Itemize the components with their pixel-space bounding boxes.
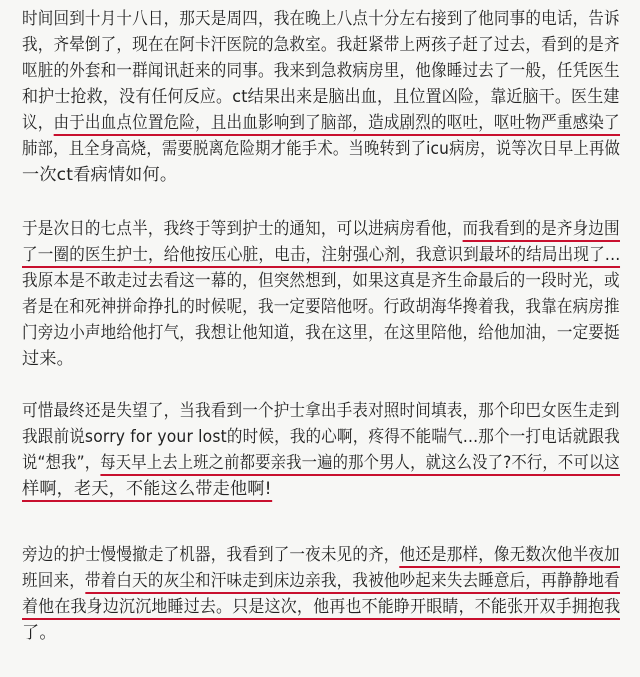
text-line — [22, 162, 620, 188]
text-segment: 于是次日的七点半，我终于等到护士的通知，可以进病房看他， — [22, 219, 463, 239]
text-segment: 了。 — [22, 623, 57, 643]
text-segment: 议， — [22, 113, 54, 133]
text-segment: 时间回到十月十八日，那天是周四，我在晚上八点十分左右接到了他同事的电话，告诉 — [22, 9, 620, 29]
text-line — [22, 346, 620, 372]
text-segment: 可惜最终还是失望了，当我看到一个护士拿出手表对照时间填表，那个印巴女医生走到 — [22, 401, 620, 421]
underlined-text: 而我看到的是齐身边围 — [462, 219, 619, 242]
text-segment: 班回来， — [22, 571, 85, 591]
text-line — [22, 620, 620, 646]
text-line — [22, 216, 620, 242]
text-segment: 说“想我”， — [22, 453, 101, 473]
text-segment: 过来。 — [22, 349, 74, 369]
text-line — [22, 398, 620, 424]
text-segment: 我，齐晕倒了，现在在阿卡汗医院的急救室。我赶紧带上两孩子赶了过去，看到的是齐 — [22, 35, 620, 55]
underlined-text: 每天早上去上班之前都要亲我一遍的那个男人，就这么没了?不行，不可以这 — [100, 453, 620, 476]
text-line — [22, 568, 620, 594]
text-line — [22, 450, 620, 476]
text-line — [22, 110, 620, 136]
text-line — [22, 320, 620, 346]
text-line — [22, 594, 621, 620]
text-line — [22, 542, 620, 568]
text-segment: 门旁边小声地给他打气，我想让他知道，我在这里，在这里陪他，给他加油，一定要挺 — [22, 323, 620, 343]
text-segment: 者是在和死神拼命挣扎的时候呢，我一定要陪他呀。行政胡海华搀着我，我靠在病房推 — [22, 297, 620, 317]
text-line — [22, 32, 620, 58]
text-line — [22, 424, 620, 450]
text-segment: 一次ct看病情如何。 — [22, 165, 178, 185]
text-line — [22, 294, 620, 320]
text-line — [22, 268, 620, 294]
underlined-text: 他还是那样，像无数次他半夜加 — [400, 545, 620, 568]
text-segment: 我跟前说sorry for your lost的时候，我的心啊，疼得不能喘气...那个一打电话就跟我 — [22, 427, 620, 447]
text-line — [22, 242, 621, 268]
text-segment: 和护士抢救，没有任何反应。ct结果出来是脑出血，且位置凶险，靠近脑干。医生建 — [22, 87, 620, 107]
text-segment: 旁边的护士慢慢撤走了机器，我看到了一夜未见的齐， — [22, 545, 400, 565]
text-line — [22, 476, 620, 502]
text-segment: 肺部，且全身高烧，需要脱离危险期才能手术。当晚转到了icu病房，说等次日早上再做 — [22, 139, 621, 159]
underlined-text: 带着白天的灰尘和汗味走到床边亲我，我被他吵起来失去睡意后，再静静地看 — [85, 571, 620, 594]
underlined-text: 了一圈的医生护士，给他按压心脏，电击，注射强心剂，我意识到最坏的结局出现了... — [22, 245, 620, 268]
underlined-text: 着他在我身边沉沉地睡过去。只是这次，他再也不能睁开眼睛，不能张开双手拥抱我 — [22, 597, 620, 620]
text-segment: 呕脏的外套和一群闻讯赶来的同事。我来到急救病房里，他像睡过去了一般，任凭医生 — [22, 61, 620, 81]
paragraph-2 — [22, 216, 622, 372]
text-segment: 我原本是不敢走过去看这一幕的，但突然想到，如果这真是齐生命最后的一段时光，或 — [22, 271, 620, 291]
underlined-text: 样啊，老天，不能这么带走他啊! — [22, 479, 272, 502]
text-line — [22, 58, 620, 84]
paragraph-4 — [22, 542, 622, 646]
text-line — [22, 136, 621, 162]
underlined-text: 由于出血点位置危险，且出血影响到了脑部，造成剧烈的呕吐，呕吐物严重感染了 — [53, 113, 619, 136]
paragraph-3 — [22, 398, 622, 502]
text-line — [22, 6, 620, 32]
text-line — [22, 84, 620, 110]
paragraph-1 — [22, 6, 622, 188]
